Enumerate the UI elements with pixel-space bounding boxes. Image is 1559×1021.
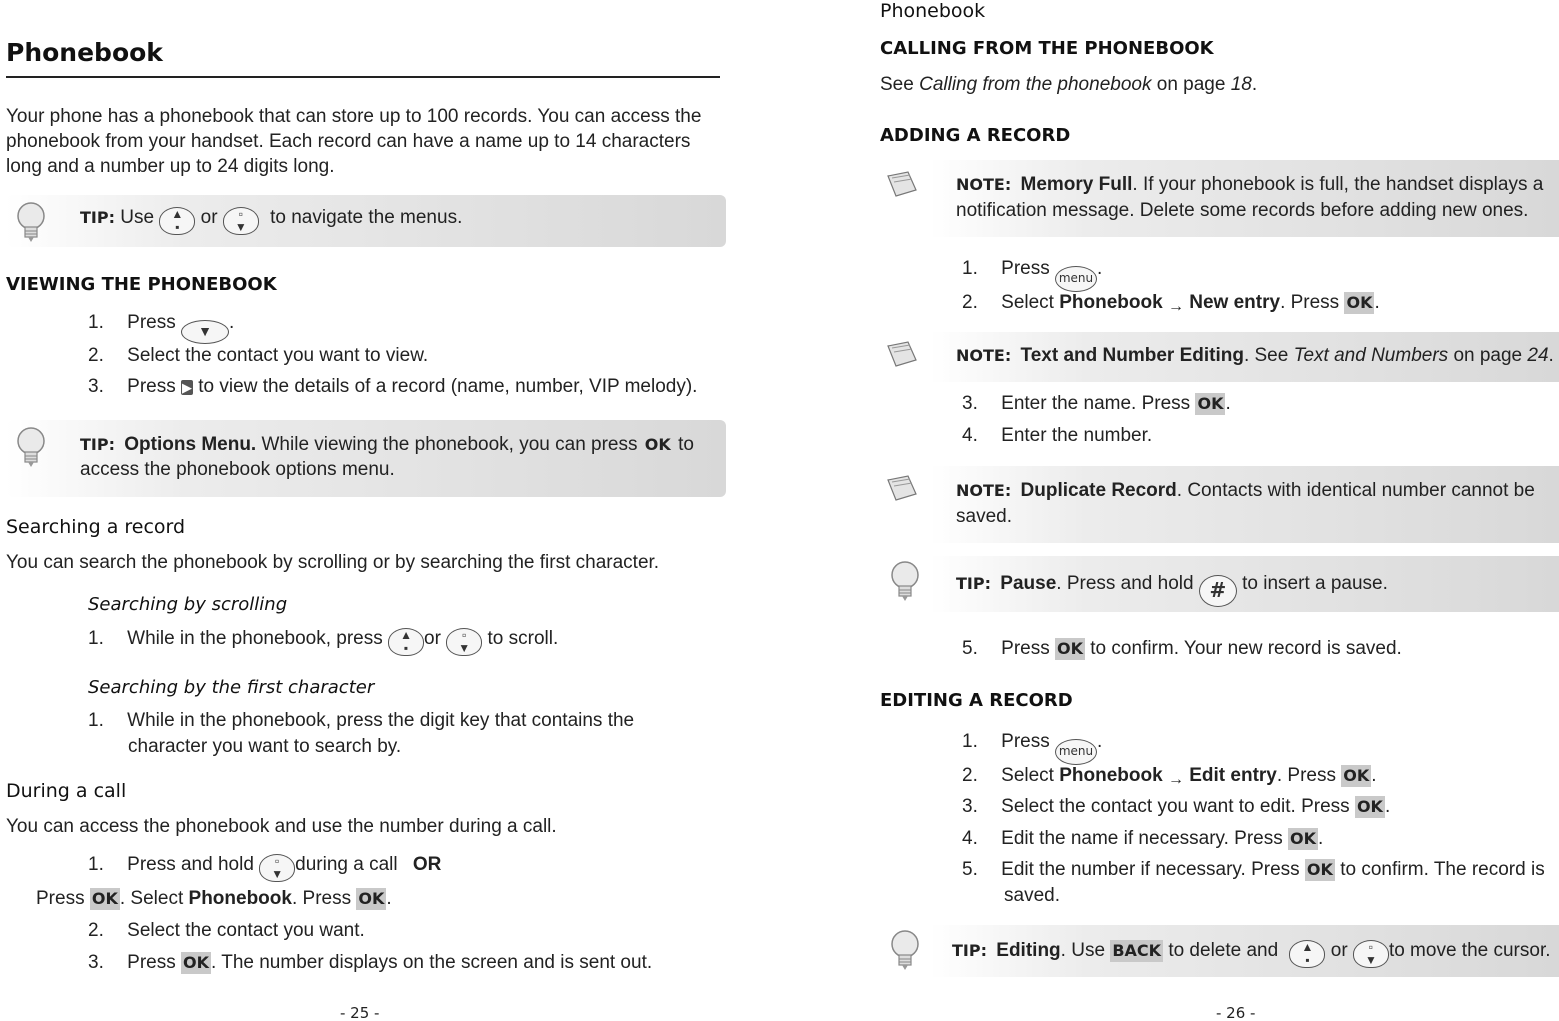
tip-text-or: or <box>200 207 218 228</box>
ok-key-label: OK <box>1290 829 1317 848</box>
note-text-editing: NOTE: Text and Number Editing. See Text and Numbers on page 24. <box>956 345 1554 366</box>
searching-scroll-heading: Searching by scrolling <box>88 594 288 615</box>
editing-step-4: 4. Edit the name if necessary. Press OK . <box>962 828 1324 849</box>
ok-key-label: OK <box>183 953 209 972</box>
searching-first-heading: Searching by the first character <box>88 677 375 698</box>
adding-step-2: 2. Select Phonebook → New entry. Press OK . <box>962 292 1380 315</box>
tip-editing: TIP: Editing. Use BACK to delete and ▲ ▪ or ▫ ▼ to move the cursor. <box>952 940 1551 967</box>
note-duplicate-box <box>930 466 1559 543</box>
tip-options-line2: access the phonebook options menu. <box>80 459 395 480</box>
ok-key-label: OK <box>1057 639 1083 658</box>
searching-first-step-line2: character you want to search by. <box>128 736 402 757</box>
page-number-left: - 25 - <box>340 1004 380 1021</box>
searching-first-step: 1. While in the phonebook, press the digit key that contains the <box>88 710 635 731</box>
page-title: Phonebook <box>6 38 163 67</box>
editing-step-2: 2. Select Phonebook → Edit entry. Press OK . <box>962 765 1377 788</box>
note-duplicate-line2: saved. <box>956 506 1012 527</box>
viewing-step-2: 2. Select the contact you want to view. <box>88 345 429 366</box>
intro-paragraph: Your phone has a phonebook that can store up to 100 records. You can access the phonebook from your handset. Each record can have a name up to 14 characters long and a number up to 24 digits long. <box>6 106 702 177</box>
note-icon <box>884 338 920 370</box>
tip-options-line1: TIP: Options Menu. While viewing the phonebook, you can press OK to <box>80 434 694 455</box>
tip-text-post: to navigate the menus. <box>270 207 463 228</box>
during-step-1: 1. Press and hold ▫ ▼ during a call OR <box>88 854 442 881</box>
viewing-step-3: 3. Press ▶ to view the details of a record (name, number, VIP melody). <box>88 376 698 397</box>
lightbulb-icon <box>888 558 922 604</box>
tip-navigate <box>80 207 462 235</box>
tip-text-pre: Use <box>120 207 155 228</box>
searching-intro: You can search the phonebook by scrolling or by searching the first character. <box>6 552 660 573</box>
hash-key-icon: # <box>1199 575 1237 607</box>
options-menu-label: Options Menu. <box>124 434 257 455</box>
editing-step-1: 1. Press menu . <box>962 731 1102 765</box>
adding-step-3: 3. Enter the name. Press OK . <box>962 393 1231 414</box>
editing-heading: EDITING A RECORD <box>880 690 1073 711</box>
ok-key-label: OK <box>1197 394 1224 413</box>
tip-label: TIP: <box>80 208 115 227</box>
editing-step-5: 5. Edit the number if necessary. Press OK to confirm. The record is <box>962 859 1545 880</box>
calling-heading: CALLING FROM THE PHONEBOOK <box>880 38 1214 59</box>
down-nav-key-icon: ▫ ▼ <box>259 854 295 882</box>
title-rule <box>6 76 720 78</box>
ok-key-label: OK <box>1343 766 1370 785</box>
right-arrow-key-icon: ▶ <box>182 380 192 395</box>
or-label: OR <box>412 854 442 875</box>
down-arrow-key-icon: ▼ <box>181 320 229 344</box>
adding-heading: ADDING A RECORD <box>880 125 1071 146</box>
editing-step-3: 3. Select the contact you want to edit. Press OK . <box>962 796 1391 817</box>
during-step-2: 2. Select the contact you want. <box>88 920 365 941</box>
calling-text: See Calling from the phonebook on page 18. <box>880 74 1258 95</box>
down-nav-key-icon: ▫ ▼ <box>1353 940 1389 968</box>
down-nav-key-icon: ▫ ▼ <box>446 628 482 656</box>
running-header: Phonebook <box>880 0 986 22</box>
arrow-right-icon: → <box>1167 298 1184 315</box>
during-step-3: 3. Press OK . The number displays on the screen and is sent out. <box>88 952 653 973</box>
adding-step-5: 5. Press OK to confirm. Your new record is saved. <box>962 638 1402 659</box>
lightbulb-icon <box>14 424 48 470</box>
lightbulb-icon <box>888 927 922 973</box>
menu-key-icon: menu <box>1055 739 1097 765</box>
menu-key-icon: menu <box>1055 266 1097 292</box>
up-nav-key-icon: ▲ ▪ <box>1289 940 1325 968</box>
ok-key-label: OK <box>1306 860 1333 879</box>
ok-key-label: OK <box>1356 797 1383 816</box>
back-key-label: BACK <box>1112 941 1162 960</box>
searching-heading: Searching a record <box>6 516 186 538</box>
up-nav-key-icon: ▲ ▪ <box>159 207 195 235</box>
note-memory-full-box <box>930 160 1559 237</box>
tip-pause: TIP: Pause. Press and hold # to insert a pause. <box>956 573 1388 607</box>
adding-step-4: 4. Enter the number. <box>962 425 1153 446</box>
note-duplicate-line1: NOTE: Duplicate Record. Contacts with identical number cannot be <box>956 480 1535 501</box>
lightbulb-icon <box>14 199 48 245</box>
ok-key-label: OK <box>644 435 671 454</box>
note-memory-full-line2: notification message. Delete some records before adding new ones. <box>956 200 1529 221</box>
searching-scroll-step: 1. While in the phonebook, press ▲ ▪ or ▫ ▼ to scroll. <box>88 628 559 655</box>
up-nav-key-icon: ▲ ▪ <box>388 628 424 656</box>
viewing-heading: VIEWING THE PHONEBOOK <box>6 274 277 295</box>
ok-key-label: OK <box>1346 293 1373 312</box>
note-memory-full-line1: NOTE: Memory Full. If your phonebook is full, the handset displays a <box>956 174 1544 195</box>
during-alt: Press OK . Select Phonebook. Press OK . <box>36 888 392 909</box>
note-icon <box>884 168 920 200</box>
adding-step-1: 1. Press menu . <box>962 258 1102 292</box>
ok-key-label: OK <box>91 889 118 908</box>
during-intro: You can access the phonebook and use the number during a call. <box>6 816 557 837</box>
arrow-right-icon: → <box>1167 771 1184 788</box>
editing-step-5-line2: saved. <box>1004 885 1060 906</box>
down-nav-key-icon: ▫ ▼ <box>223 207 259 235</box>
page-number-right: - 26 - <box>1216 1004 1256 1021</box>
note-icon <box>884 472 920 504</box>
ok-key-label: OK <box>358 889 385 908</box>
during-heading: During a call <box>6 780 127 802</box>
viewing-step-1: 1. Press ▼ . <box>88 312 234 344</box>
